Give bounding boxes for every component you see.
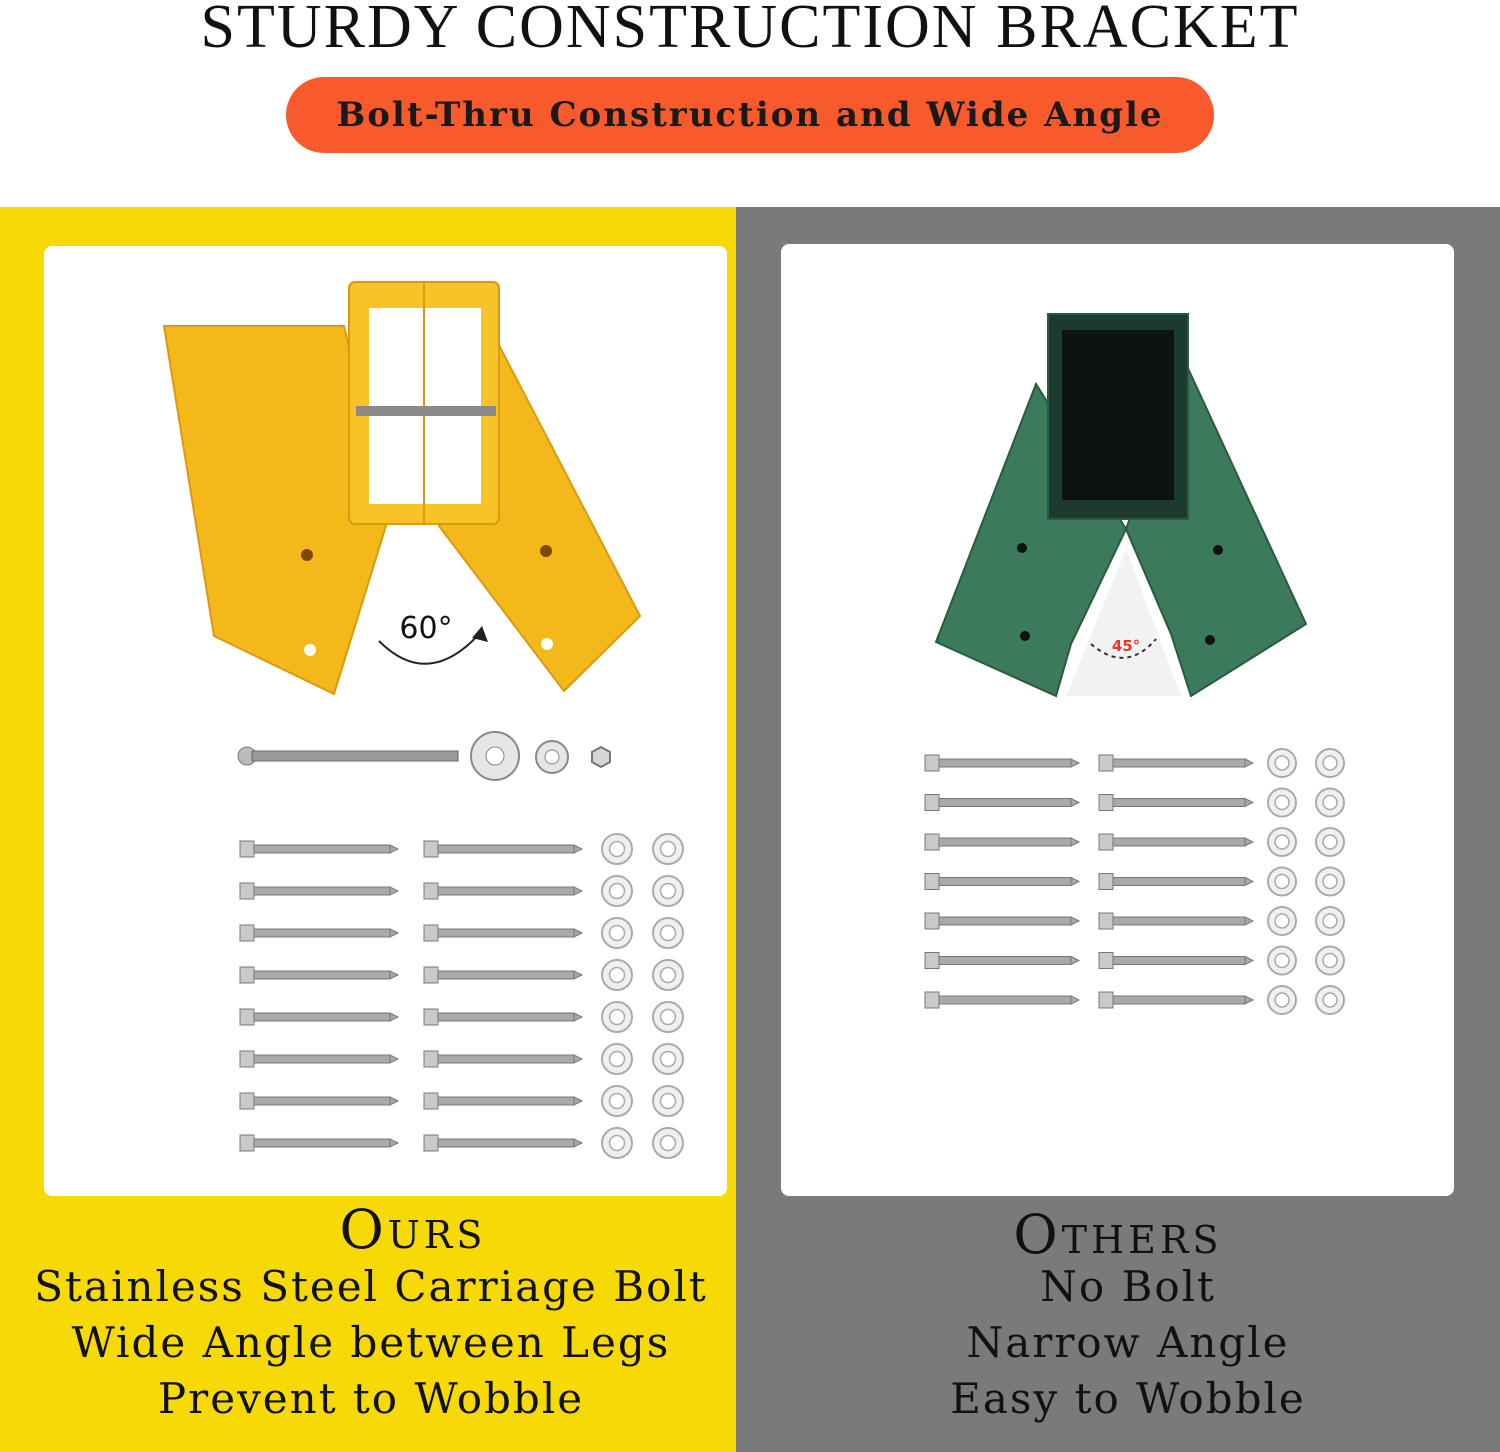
lag-screw-icon: [925, 913, 1079, 929]
lag-screw-icon: [1099, 953, 1253, 969]
washer-icon: [1316, 749, 1344, 777]
others-heading: Others: [1013, 1203, 1223, 1266]
lag-screw-icon: [240, 1051, 398, 1067]
lag-screw-icon: [424, 1093, 582, 1109]
lag-screw-icon: [424, 925, 582, 941]
washer-icon: [1316, 868, 1344, 896]
lag-screw-icon: [925, 834, 1079, 850]
ours-product-illustration: [44, 246, 727, 1196]
ours-product-card: [44, 246, 727, 1196]
washer-icon: [602, 1044, 632, 1074]
others-product-card: [781, 244, 1454, 1196]
washer-icon: [653, 834, 683, 864]
lag-screw-icon: [424, 883, 582, 899]
washer-icon: [1268, 828, 1296, 856]
washer-icon: [1268, 986, 1296, 1014]
lag-screw-icon: [240, 883, 398, 899]
lag-screw-icon: [1099, 913, 1253, 929]
angle-label: 45°: [1111, 637, 1141, 655]
washer-icon: [602, 1128, 632, 1158]
lag-screw-icon: [925, 874, 1079, 890]
lag-screw-icon: [424, 1009, 582, 1025]
washer-icon: [653, 876, 683, 906]
page-title: STURDY CONSTRUCTION BRACKET: [200, 0, 1300, 61]
others-line-2: Narrow Angle: [966, 1318, 1290, 1367]
lag-screw-icon: [1099, 755, 1253, 771]
lag-screw-set-icon: [240, 834, 683, 1158]
ours-heading: Ours: [339, 1198, 487, 1261]
washer-icon: [602, 1002, 632, 1032]
lag-screw-icon: [240, 925, 398, 941]
washer-icon: [1316, 789, 1344, 817]
lag-screw-icon: [1099, 874, 1253, 890]
washer-icon: [602, 960, 632, 990]
subtitle-badge: Bolt-Thru Construction and Wide Angle: [286, 77, 1214, 153]
lag-screw-icon: [925, 795, 1079, 811]
washer-icon: [1316, 986, 1344, 1014]
washer-icon: [1268, 947, 1296, 975]
others-line-1: No Bolt: [1040, 1262, 1216, 1311]
lag-screw-icon: [424, 841, 582, 857]
washer-icon: [653, 1128, 683, 1158]
lag-screw-icon: [1099, 834, 1253, 850]
lag-screw-set-icon: [925, 749, 1344, 1014]
others-product-illustration: [781, 244, 1454, 1196]
washer-icon: [653, 1086, 683, 1116]
washer-icon: [1268, 868, 1296, 896]
lag-screw-icon: [925, 953, 1079, 969]
lag-screw-icon: [424, 1135, 582, 1151]
washer-icon: [1268, 749, 1296, 777]
washer-icon: [653, 960, 683, 990]
lag-screw-icon: [240, 841, 398, 857]
ours-line-1: Stainless Steel Carriage Bolt: [34, 1262, 708, 1311]
lag-screw-icon: [1099, 992, 1253, 1008]
others-line-3: Easy to Wobble: [950, 1374, 1306, 1423]
carriage-bolt-set-icon: [238, 732, 610, 780]
lag-screw-icon: [424, 1051, 582, 1067]
angle-label: 60°: [399, 611, 453, 646]
washer-icon: [602, 1086, 632, 1116]
washer-icon: [602, 918, 632, 948]
washer-icon: [602, 876, 632, 906]
ours-line-2: Wide Angle between Legs: [71, 1318, 671, 1367]
lag-screw-icon: [240, 1093, 398, 1109]
ours-line-3: Prevent to Wobble: [157, 1374, 585, 1423]
washer-icon: [653, 1044, 683, 1074]
lag-screw-icon: [240, 1135, 398, 1151]
washer-icon: [1316, 947, 1344, 975]
washer-icon: [653, 1002, 683, 1032]
washer-icon: [1268, 789, 1296, 817]
lag-screw-icon: [1099, 795, 1253, 811]
lag-screw-icon: [925, 992, 1079, 1008]
washer-icon: [1316, 907, 1344, 935]
washer-icon: [1316, 828, 1344, 856]
washer-icon: [1268, 907, 1296, 935]
washer-icon: [653, 918, 683, 948]
washer-icon: [602, 834, 632, 864]
lag-screw-icon: [240, 967, 398, 983]
lag-screw-icon: [240, 1009, 398, 1025]
lag-screw-icon: [424, 967, 582, 983]
lag-screw-icon: [925, 755, 1079, 771]
